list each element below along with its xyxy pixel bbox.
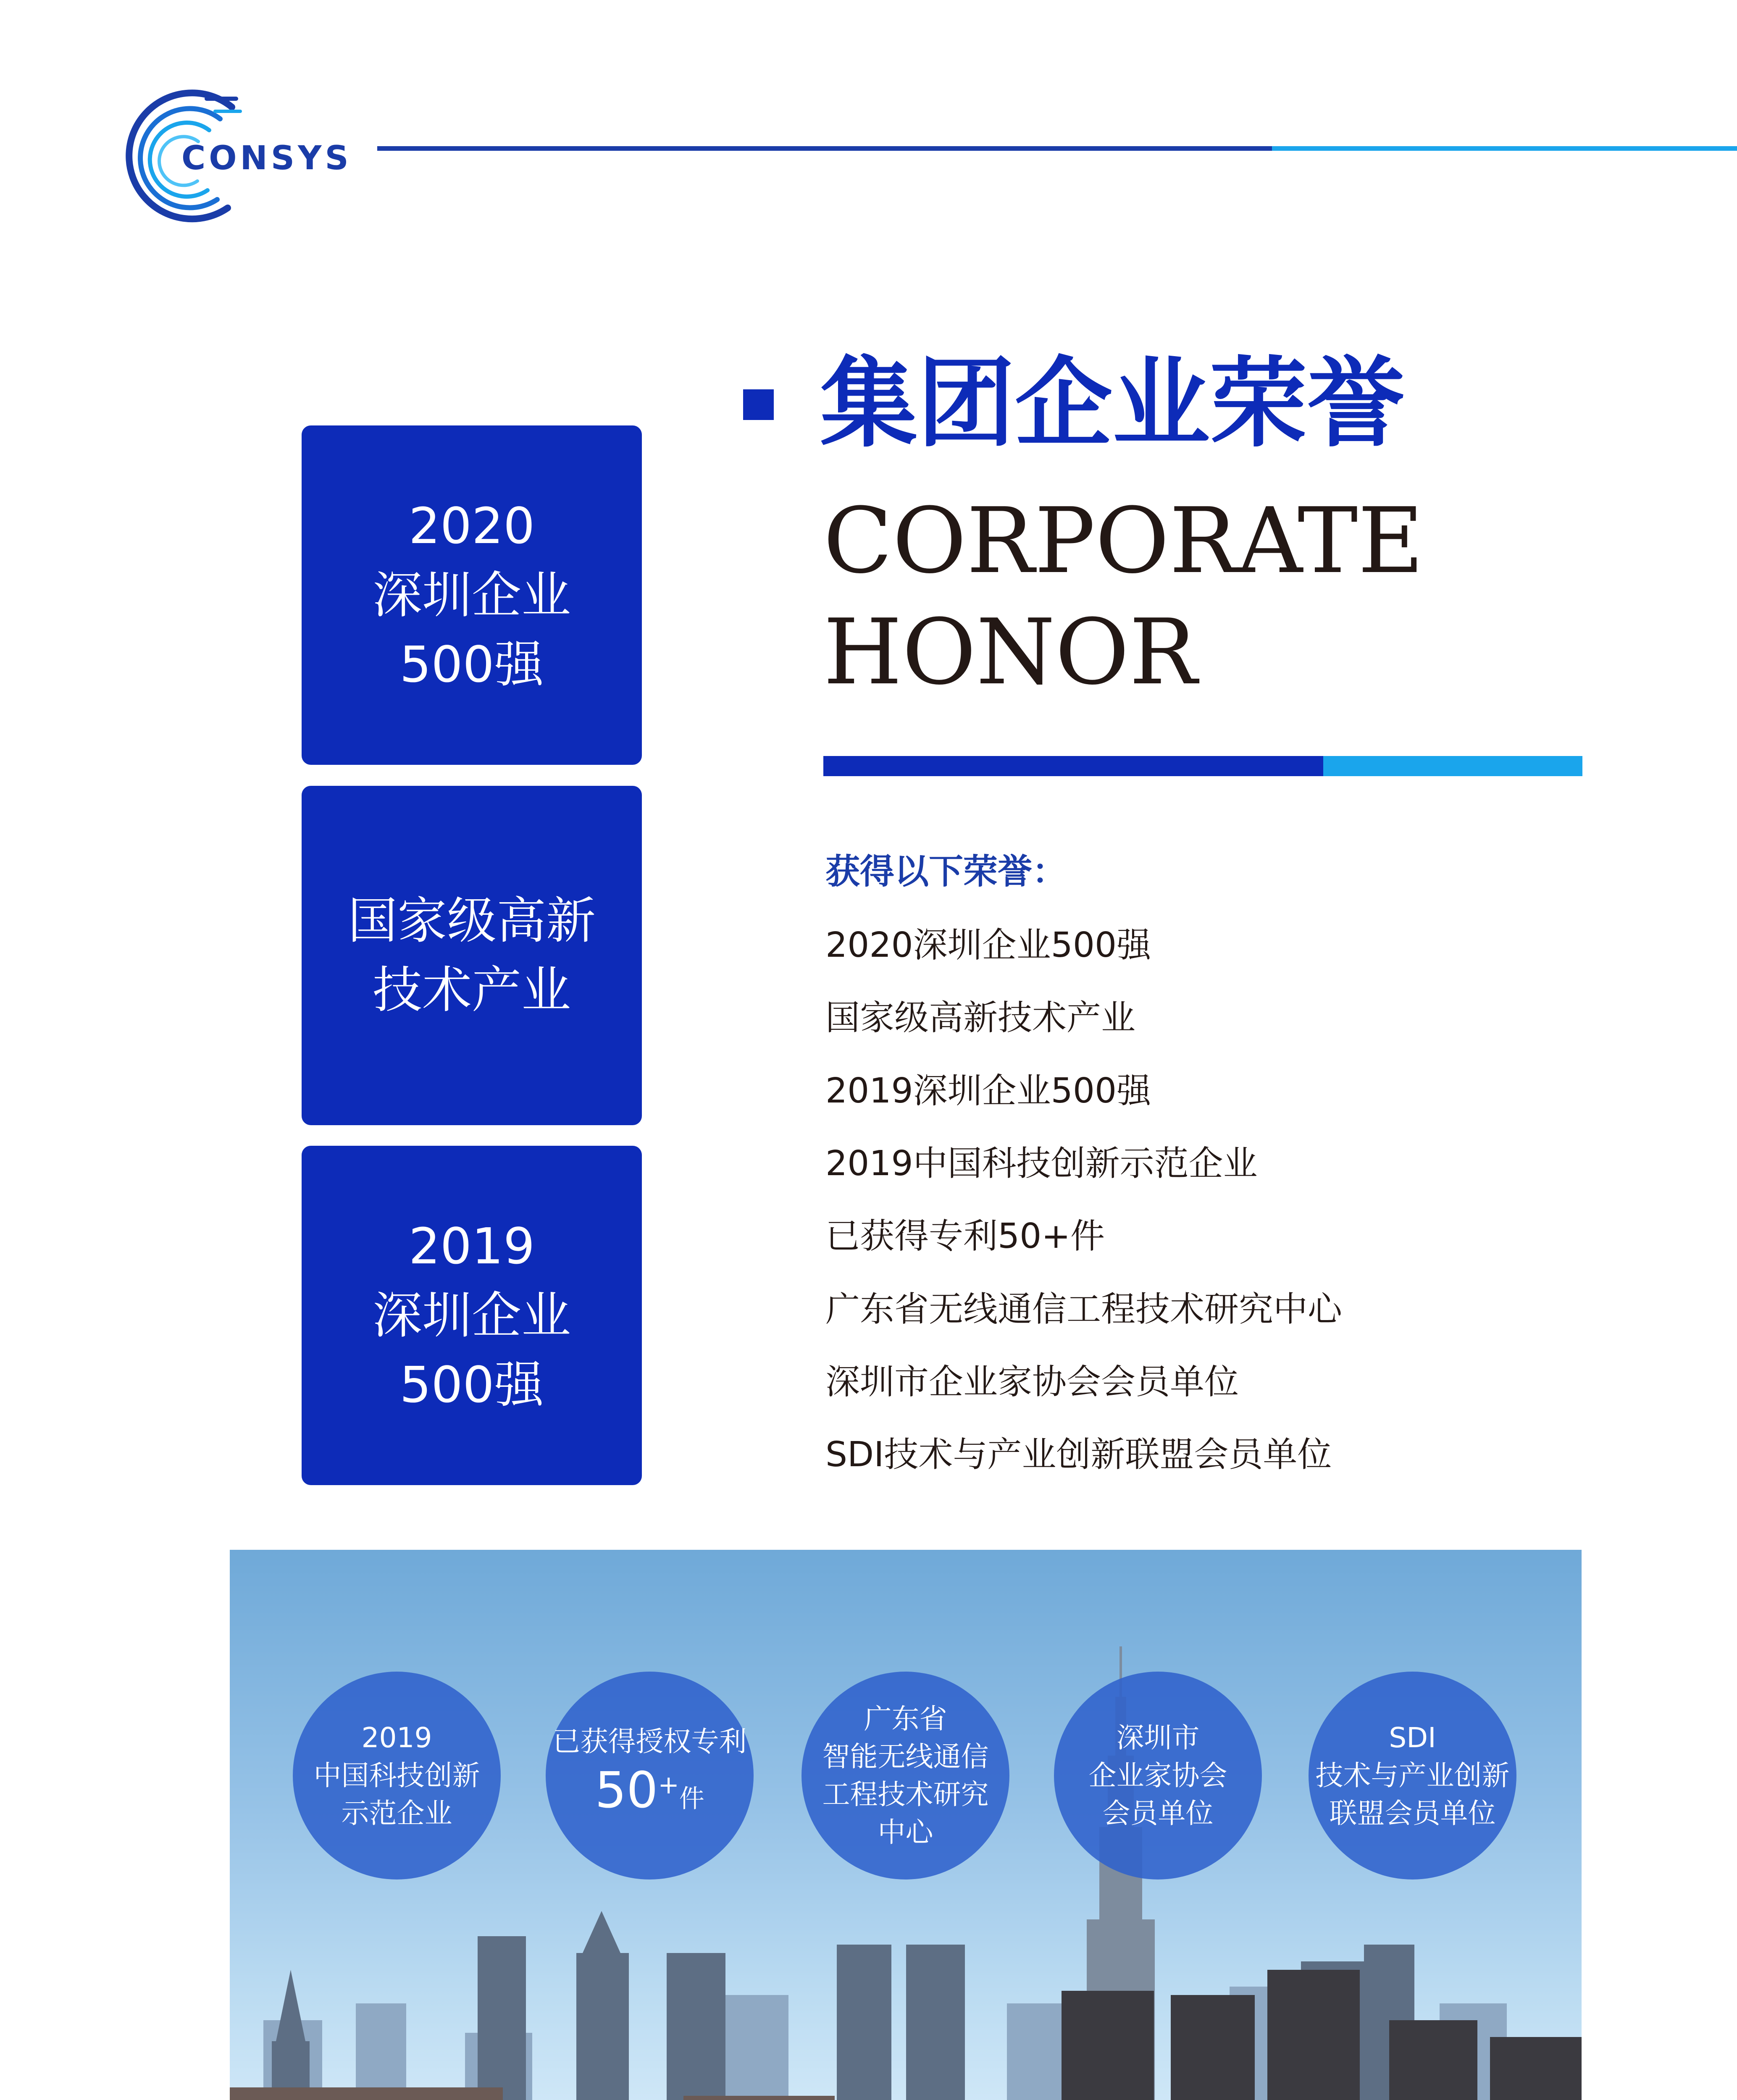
badge-line: 深圳市 xyxy=(1116,1721,1200,1754)
honor-box-line: 2020 xyxy=(408,496,535,555)
badge-line: 会员单位 xyxy=(1102,1797,1214,1830)
badge-line: 已获得授权专利 xyxy=(552,1725,747,1758)
honors-list-item: 深圳市企业家协会会员单位 xyxy=(825,1362,1239,1402)
honor-box-line: 深圳企业 xyxy=(372,1286,571,1344)
honor-box-2020-shenzhen-500 xyxy=(302,425,642,765)
honor-box-national-hightech xyxy=(302,786,642,1125)
badge-line: 2019 xyxy=(361,1721,432,1754)
honor-box-line: 500强 xyxy=(399,1355,544,1414)
header-divider xyxy=(377,146,1272,151)
title-bullet-icon xyxy=(743,389,774,420)
honors-list-item: 2020深圳企业500强 xyxy=(825,925,1151,965)
honor-box-line: 500强 xyxy=(399,635,544,693)
header-divider-accent xyxy=(1272,146,1737,151)
city-skyline-photo xyxy=(230,1550,1582,2100)
honors-list-heading: 获得以下荣誉： xyxy=(825,852,1067,892)
honors-list-item: SDI技术与产业创新联盟会员单位 xyxy=(825,1435,1332,1475)
page-title-en-line2: HONOR xyxy=(823,599,1198,705)
badge-line: 智能无线通信 xyxy=(822,1740,989,1773)
page-title-en xyxy=(823,485,1424,708)
honor-box-line: 深圳企业 xyxy=(372,566,571,624)
title-underline-accent xyxy=(1323,756,1582,776)
badge-guangdong-research-center xyxy=(801,1672,1009,1880)
title-underline xyxy=(823,756,1323,776)
badge-line: 中国科技创新 xyxy=(313,1759,480,1792)
honor-box-line: 技术产业 xyxy=(372,961,571,1019)
badge-line: SDI xyxy=(1389,1721,1436,1754)
honor-box-line: 2019 xyxy=(408,1217,535,1275)
badge-patent-number: 50 xyxy=(595,1761,658,1819)
badge-line: 广东省 xyxy=(864,1702,947,1735)
badge-patent-count xyxy=(595,1761,704,1828)
badge-patent-unit: 件 xyxy=(679,1784,704,1814)
badge-patent-plus: + xyxy=(658,1770,679,1800)
honor-box-2019-shenzhen-500 xyxy=(302,1146,642,1485)
badge-sdi-alliance xyxy=(1309,1672,1516,1880)
honors-list-item: 2019中国科技创新示范企业 xyxy=(825,1144,1258,1184)
logo-wordmark: CONSYS xyxy=(181,139,352,177)
badge-line: 工程技术研究 xyxy=(822,1778,989,1811)
badge-patents xyxy=(546,1672,754,1880)
badge-line: 联盟会员单位 xyxy=(1329,1797,1496,1830)
badge-line: 中心 xyxy=(878,1816,933,1848)
badge-2019-innovation-demo xyxy=(293,1672,501,1880)
badge-shenzhen-entrepreneur-assoc xyxy=(1054,1672,1262,1880)
honor-box-line: 国家级高新 xyxy=(347,892,596,950)
page-title-cn: 集团企业荣誉 xyxy=(820,347,1405,460)
honors-list-item: 2019深圳企业500强 xyxy=(825,1071,1151,1111)
page-title-en-line1: CORPORATE xyxy=(823,488,1424,593)
honors-list-item: 国家级高新技术产业 xyxy=(825,998,1136,1038)
badge-line: 企业家协会 xyxy=(1088,1759,1227,1792)
badge-line: 示范企业 xyxy=(341,1797,452,1830)
honors-list-item: 已获得专利50+件 xyxy=(825,1216,1105,1256)
badge-line: 技术与产业创新 xyxy=(1315,1759,1510,1792)
honors-list-item: 广东省无线通信工程技术研究中心 xyxy=(825,1289,1343,1329)
